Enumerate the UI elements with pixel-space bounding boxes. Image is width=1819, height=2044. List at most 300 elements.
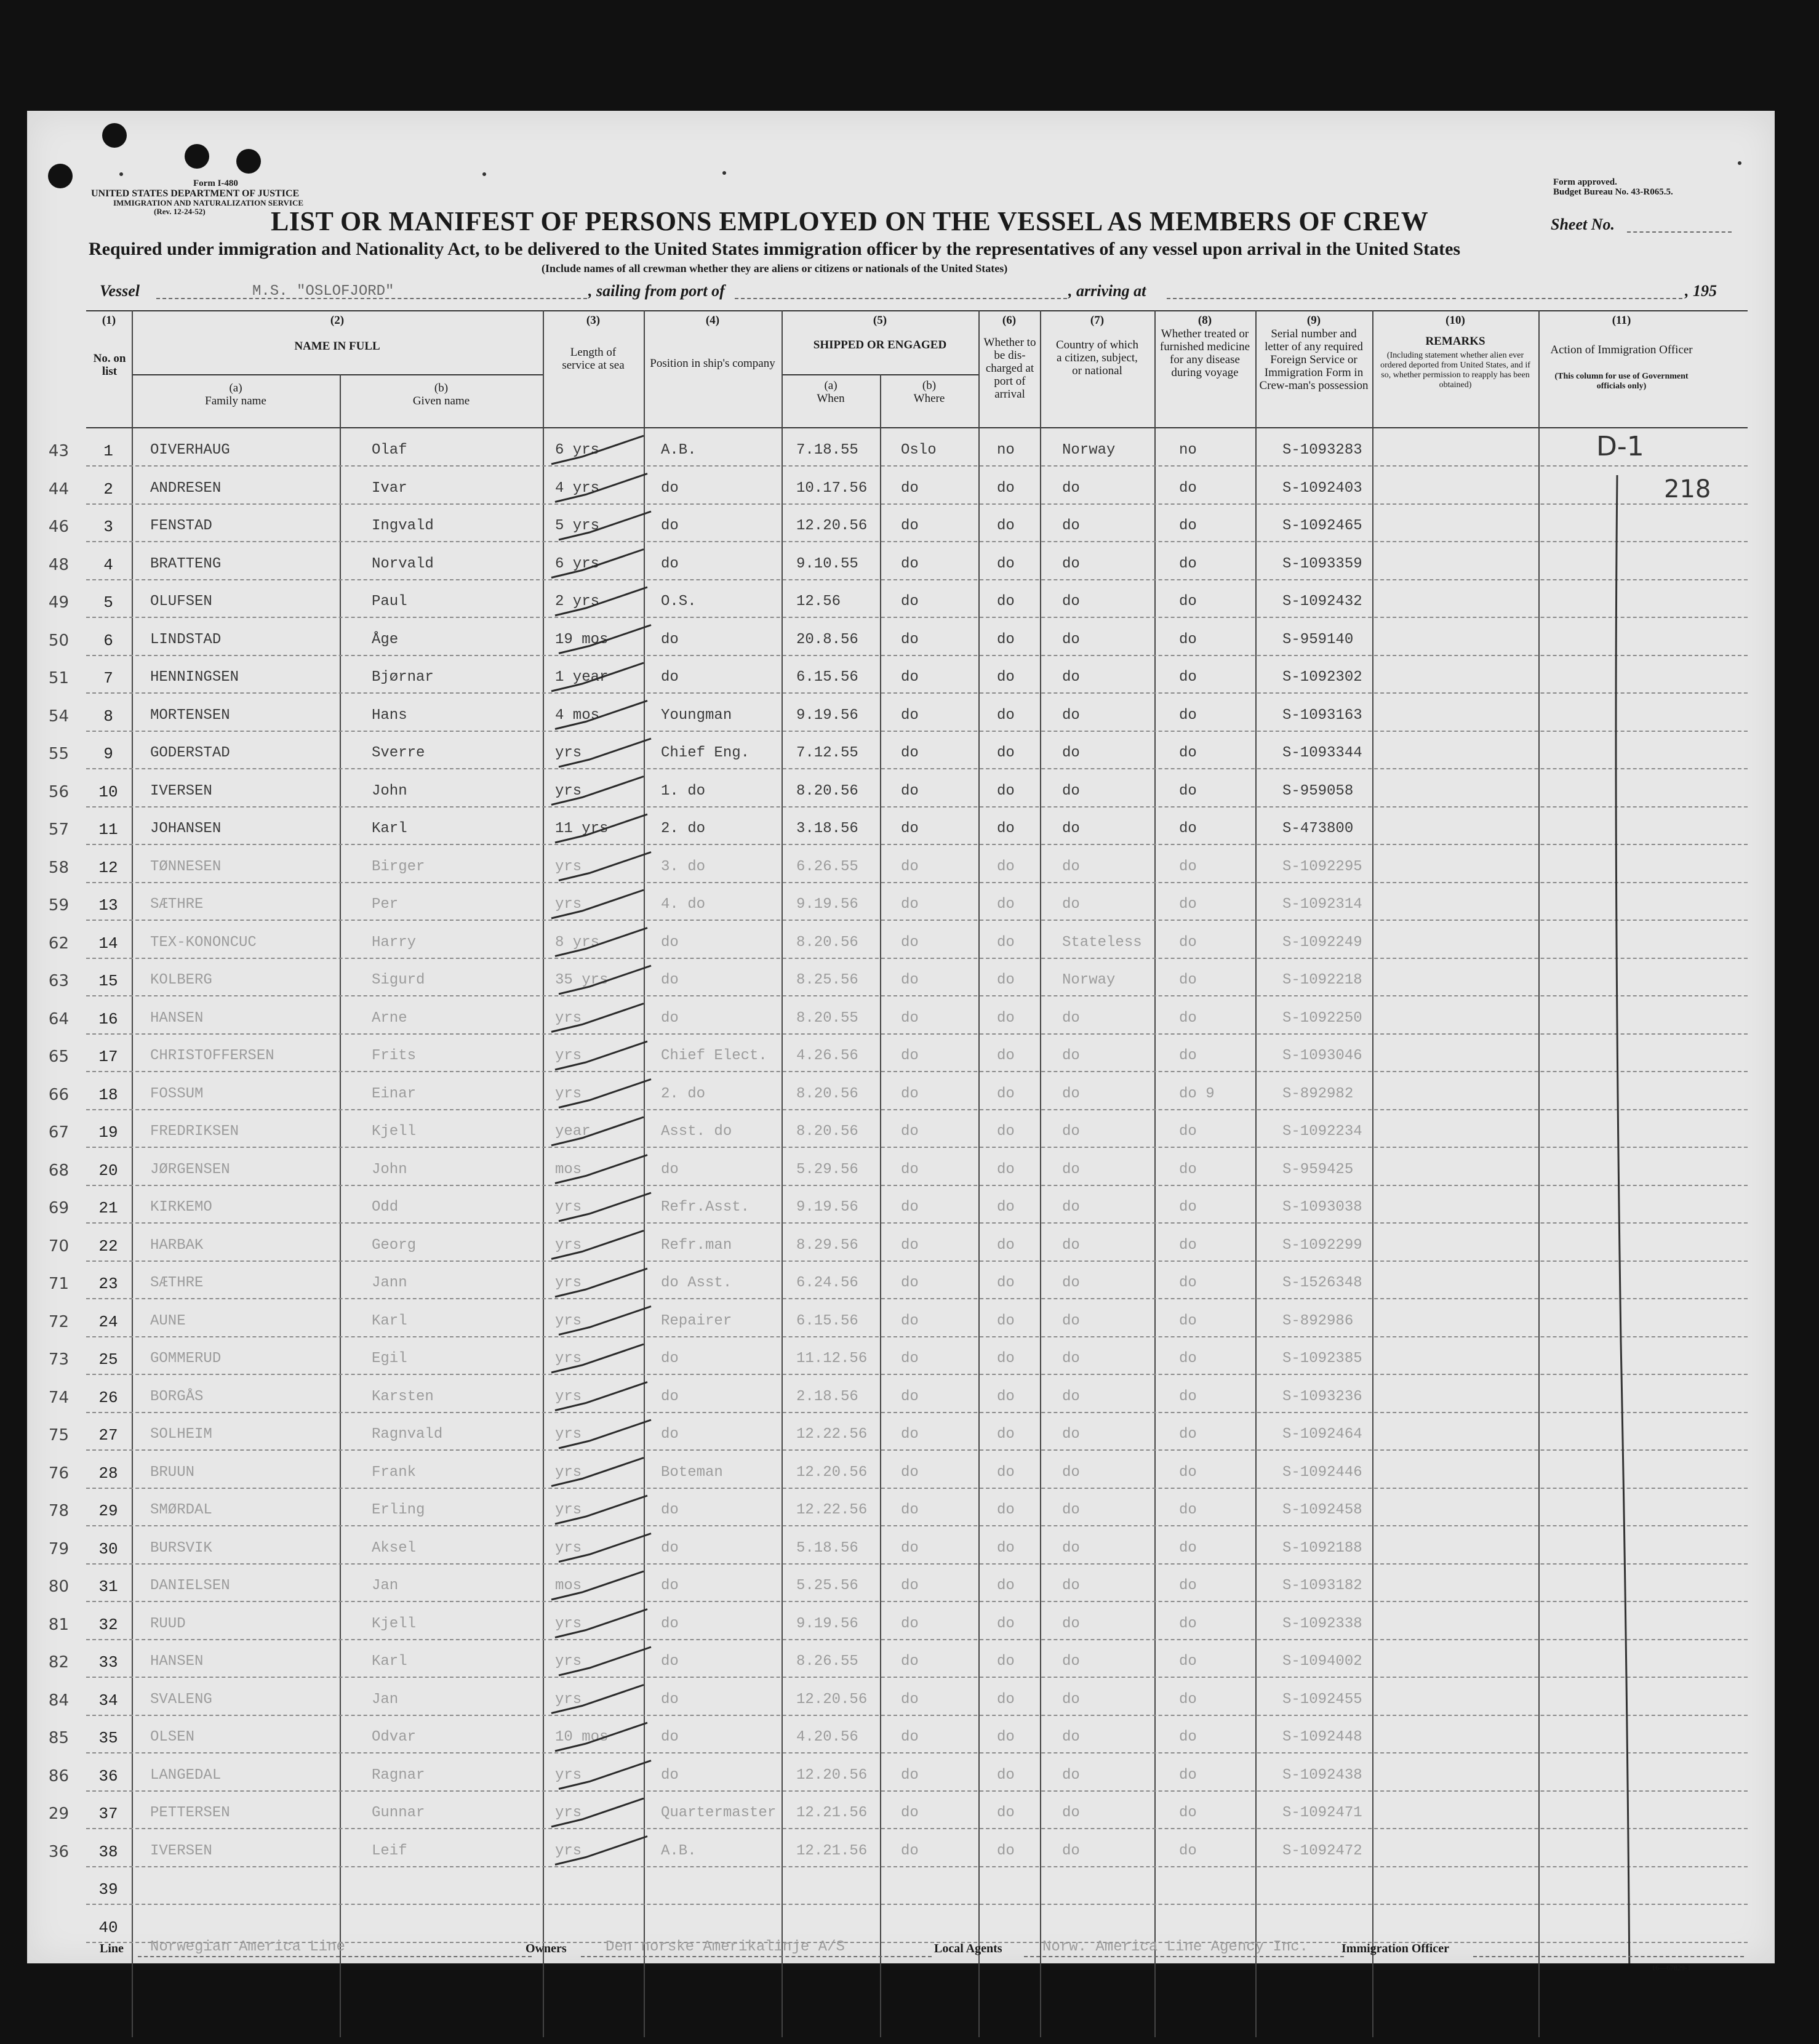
cell-ser: S-1092432 xyxy=(1282,593,1362,610)
tick-mark xyxy=(555,1155,647,1184)
row-number: 15 xyxy=(98,972,118,990)
cell-giv: Frank xyxy=(372,1464,417,1481)
handwritten-list-number: 68 xyxy=(48,1161,69,1180)
cell-dis: do xyxy=(997,1766,1015,1784)
cell-fam: JØRGENSEN xyxy=(150,1161,230,1178)
handwritten-list-number: 57 xyxy=(48,820,69,839)
row-number: 14 xyxy=(98,934,118,953)
tick-mark xyxy=(555,587,647,615)
cell-med: do xyxy=(1179,1766,1197,1784)
row-number: 25 xyxy=(98,1350,118,1369)
cell-when: 3.18.56 xyxy=(796,820,858,837)
cell-dis: do xyxy=(997,1653,1015,1670)
cell-med: do xyxy=(1179,896,1197,913)
row-number: 8 xyxy=(103,707,113,726)
cell-ctry: do xyxy=(1062,1048,1080,1064)
cell-when: 20.8.56 xyxy=(796,631,858,648)
cell-where: do xyxy=(901,669,919,686)
handwritten-list-number: 50 xyxy=(48,631,69,650)
cell-giv: Karl xyxy=(372,1653,407,1670)
col3-number: (3) xyxy=(586,314,601,327)
cell-fam: KOLBERG xyxy=(150,972,212,988)
cell-fam: JOHANSEN xyxy=(150,820,222,837)
department-name: UNITED STATES DEPARTMENT OF JUSTICE xyxy=(91,188,300,199)
cell-when: 8.20.55 xyxy=(796,1009,858,1027)
cell-giv: Karsten xyxy=(372,1388,434,1405)
row-number: 18 xyxy=(98,1085,118,1104)
cell-len: yrs xyxy=(555,1085,582,1102)
cell-pos: Repairer xyxy=(661,1312,732,1329)
officer-label: Immigration Officer xyxy=(1341,1942,1449,1955)
cell-where: do xyxy=(901,1615,919,1632)
cell-ser: S-1092446 xyxy=(1282,1464,1362,1481)
cell-fam: HANSEN xyxy=(150,1653,204,1670)
tick-mark xyxy=(555,814,647,843)
cell-ser: S-1092314 xyxy=(1282,896,1362,913)
cell-ctry: do xyxy=(1062,1691,1080,1708)
cell-dis: do xyxy=(997,1539,1015,1557)
handwritten-list-number: 58 xyxy=(48,858,69,877)
row-number: 3 xyxy=(103,518,113,536)
cell-pos: do xyxy=(661,972,679,988)
handwritten-list-number: 29 xyxy=(48,1805,69,1823)
cell-pos: do xyxy=(661,1161,679,1178)
cell-fam: HANSEN xyxy=(150,1009,204,1027)
cell-med: do xyxy=(1179,1615,1197,1632)
cell-ser: S-1092234 xyxy=(1282,1123,1362,1140)
cell-when: 12.56 xyxy=(796,593,841,610)
cell-len: yrs xyxy=(555,1502,582,1518)
cell-pos: do xyxy=(661,1388,679,1405)
cell-ser: S-1093182 xyxy=(1282,1577,1362,1594)
cell-giv: Karl xyxy=(372,820,407,837)
cell-fam: BURSVIK xyxy=(150,1539,212,1557)
handwritten-list-number: 55 xyxy=(48,745,69,763)
cell-len: 4 mos xyxy=(555,707,600,724)
cell-dis: do xyxy=(997,1842,1015,1859)
cell-giv: Jan xyxy=(372,1691,399,1708)
cell-ser: S-1092249 xyxy=(1282,934,1362,951)
cell-ctry: do xyxy=(1062,479,1080,497)
cell-fam: FENSTAD xyxy=(150,518,212,534)
cell-ctry: do xyxy=(1062,820,1080,837)
cell-pos: Youngman xyxy=(661,707,732,724)
tick-mark xyxy=(555,1609,647,1638)
tick-mark xyxy=(555,1382,647,1411)
row-number: 16 xyxy=(98,1009,118,1028)
cell-dis: do xyxy=(997,972,1015,988)
row-number: 39 xyxy=(98,1880,118,1899)
row-number: 28 xyxy=(98,1464,118,1483)
cell-giv: Paul xyxy=(372,593,407,610)
col10-number: (10) xyxy=(1445,314,1465,327)
cell-dis: do xyxy=(997,1009,1015,1027)
cell-fam: BRUUN xyxy=(150,1464,195,1481)
cell-len: yrs xyxy=(555,1350,582,1367)
cell-ser: S-1093344 xyxy=(1282,745,1362,761)
cell-dis: do xyxy=(997,1199,1015,1216)
cell-ctry: do xyxy=(1062,593,1080,610)
cell-ser: S-1092188 xyxy=(1282,1539,1362,1557)
cell-giv: Odvar xyxy=(372,1729,417,1745)
cell-ser: S-892982 xyxy=(1282,1085,1354,1102)
cell-len: yrs xyxy=(555,1312,582,1329)
handwritten-list-number: 65 xyxy=(48,1048,69,1066)
cell-fam: HARBAK xyxy=(150,1236,204,1254)
col6-number: (6) xyxy=(1002,314,1017,327)
cell-fam: FREDRIKSEN xyxy=(150,1123,239,1140)
col4-number: (4) xyxy=(705,314,720,327)
cell-pos: do xyxy=(661,479,679,497)
cell-fam: DANIELSEN xyxy=(150,1577,230,1594)
cell-dis: do xyxy=(997,1350,1015,1367)
cell-len: yrs xyxy=(555,1048,582,1064)
cell-ser: S-1092465 xyxy=(1282,518,1362,534)
cell-fam: SMØRDAL xyxy=(150,1502,212,1518)
cell-pos: A.B. xyxy=(661,1842,697,1859)
cell-len: yrs xyxy=(555,1009,582,1027)
cell-where: do xyxy=(901,518,919,534)
cell-when: 8.20.56 xyxy=(796,1123,858,1140)
cell-dis: do xyxy=(997,1123,1015,1140)
cell-ser: S-1092299 xyxy=(1282,1236,1362,1254)
cell-where: do xyxy=(901,782,919,800)
cell-giv: John xyxy=(372,1161,407,1178)
cell-pos: do xyxy=(661,1615,679,1632)
tick-mark xyxy=(551,1571,644,1600)
cell-pos: do xyxy=(661,1729,679,1745)
tick-mark xyxy=(551,1344,644,1373)
tick-mark xyxy=(559,739,651,767)
agents-label: Local Agents xyxy=(934,1942,1002,1955)
cell-ctry: do xyxy=(1062,1199,1080,1216)
cell-when: 9.10.55 xyxy=(796,555,858,572)
cell-giv: Norvald xyxy=(372,555,434,572)
cell-len: 11 yrs xyxy=(555,820,609,837)
cell-where: do xyxy=(901,707,919,724)
cell-when: 7.12.55 xyxy=(796,745,858,761)
row-number: 37 xyxy=(98,1805,118,1823)
cell-pos: do xyxy=(661,631,679,648)
cell-fam: TEX-KONONCUC xyxy=(150,934,257,951)
cell-dis: do xyxy=(997,1312,1015,1329)
cell-ctry: Norway xyxy=(1062,442,1116,459)
cell-giv: Gunnar xyxy=(372,1805,425,1821)
col1-number: (1) xyxy=(102,314,116,327)
cell-med: do xyxy=(1179,1009,1197,1027)
cell-ctry: do xyxy=(1062,1275,1080,1291)
cell-when: 9.19.56 xyxy=(796,896,858,913)
cell-giv: Karl xyxy=(372,1312,407,1329)
cell-len: yrs xyxy=(555,1766,582,1784)
cell-ctry: do xyxy=(1062,669,1080,686)
handwritten-list-number: 80 xyxy=(48,1577,69,1596)
cell-ctry: Norway xyxy=(1062,972,1116,988)
tick-mark xyxy=(559,852,651,881)
cell-fam: BORGÅS xyxy=(150,1388,204,1405)
cell-when: 2.18.56 xyxy=(796,1388,858,1405)
tick-mark xyxy=(551,1117,644,1145)
row-number: 17 xyxy=(98,1048,118,1066)
row-number: 12 xyxy=(98,858,118,877)
cell-where: do xyxy=(901,479,919,497)
col8-number: (8) xyxy=(1197,314,1212,327)
cell-ctry: do xyxy=(1062,1426,1080,1443)
row-number: 9 xyxy=(103,745,113,763)
row-number: 29 xyxy=(98,1502,118,1520)
cell-len: yrs xyxy=(555,1426,582,1443)
cell-giv: Ivar xyxy=(372,479,407,497)
service-name: IMMIGRATION AND NATURALIZATION SERVICE xyxy=(113,198,304,207)
form-revision: (Rev. 12-24-52) xyxy=(154,207,206,216)
cell-pos: do xyxy=(661,1426,679,1443)
cell-ctry: do xyxy=(1062,1464,1080,1481)
agents-value: Norw. America Line Agency Inc. xyxy=(1042,1939,1309,1955)
cell-ctry: do xyxy=(1062,1539,1080,1557)
tick-mark xyxy=(551,1798,644,1827)
cell-med: do xyxy=(1179,782,1197,800)
cell-med: do xyxy=(1179,1236,1197,1254)
cell-len: 1 year xyxy=(555,669,609,686)
cell-len: yrs xyxy=(555,858,582,875)
cell-ctry: do xyxy=(1062,1350,1080,1367)
instruction-note: (Include names of all crewman whether they are aliens or citizens or nationals of the United States) xyxy=(542,262,1008,275)
cell-fam: LINDSTAD xyxy=(150,631,222,648)
cell-ser: S-473800 xyxy=(1282,820,1354,837)
cell-ser: S-1092302 xyxy=(1282,669,1362,686)
form-approval: Form approved. xyxy=(1553,177,1617,187)
cell-giv: Bjørnar xyxy=(372,669,434,686)
cell-giv: Ragnvald xyxy=(372,1426,443,1443)
handwritten-list-number: 66 xyxy=(48,1085,69,1104)
cell-where: do xyxy=(901,934,919,951)
cell-len: yrs xyxy=(555,896,582,913)
cell-fam: IVERSEN xyxy=(150,1842,212,1859)
officer-count: 218 xyxy=(1664,475,1711,503)
cell-where: do xyxy=(901,593,919,610)
form-number: Form I-480 xyxy=(193,178,238,188)
row-number: 7 xyxy=(103,669,113,687)
cell-med: do xyxy=(1179,479,1197,497)
cell-when: 12.22.56 xyxy=(796,1426,868,1443)
cell-fam: SOLHEIM xyxy=(150,1426,212,1443)
col7-header: Country of which a citizen, subject, or national xyxy=(1055,339,1139,377)
row-number: 27 xyxy=(98,1426,118,1445)
cell-giv: Odd xyxy=(372,1199,399,1216)
cell-len: yrs xyxy=(555,1653,582,1670)
cell-fam: SÆTHRE xyxy=(150,1275,204,1291)
line-rule xyxy=(138,1956,532,1957)
cell-ctry: do xyxy=(1062,1653,1080,1670)
cell-pos: Chief Eng. xyxy=(661,745,750,761)
cell-med: do xyxy=(1179,707,1197,724)
cell-dis: do xyxy=(997,1464,1015,1481)
cell-ctry: do xyxy=(1062,1312,1080,1329)
cell-giv: Sigurd xyxy=(372,972,425,988)
cell-len: yrs xyxy=(555,1615,582,1632)
cell-giv: Egil xyxy=(372,1350,407,1367)
row-number: 34 xyxy=(98,1691,118,1710)
row-number: 4 xyxy=(103,555,113,574)
cell-giv: Arne xyxy=(372,1009,407,1027)
tick-mark xyxy=(551,777,644,805)
cell-when: 6.15.56 xyxy=(796,1312,858,1329)
handwritten-list-number: 79 xyxy=(48,1539,69,1558)
cell-dis: do xyxy=(997,479,1015,497)
tick-mark xyxy=(559,625,651,654)
cell-med: do xyxy=(1179,1842,1197,1859)
cell-pos: do xyxy=(661,1766,679,1784)
cell-ser: S-1093163 xyxy=(1282,707,1362,724)
cell-med: do xyxy=(1179,1388,1197,1405)
cell-dis: do xyxy=(997,1426,1015,1443)
cell-when: 12.22.56 xyxy=(796,1502,868,1518)
cell-fam: OLSEN xyxy=(150,1729,195,1745)
handwritten-list-number: 69 xyxy=(48,1199,69,1217)
cell-where: do xyxy=(901,1653,919,1670)
row-number: 5 xyxy=(103,593,113,612)
cell-med: do xyxy=(1179,1161,1197,1178)
service-tick-marks xyxy=(551,436,651,1865)
col5-number: (5) xyxy=(873,314,887,327)
cell-giv: Per xyxy=(372,896,399,913)
row-number: 20 xyxy=(98,1161,118,1180)
col1-header: No. on list xyxy=(93,352,126,378)
cell-giv: Frits xyxy=(372,1048,417,1064)
cell-ctry: do xyxy=(1062,1766,1080,1784)
vessel-label: Vessel xyxy=(100,282,140,300)
handwritten-list-number: 43 xyxy=(48,442,69,460)
cell-when: 8.20.56 xyxy=(796,934,858,951)
cell-giv: Leif xyxy=(372,1842,407,1859)
cell-where: do xyxy=(901,1539,919,1557)
handwritten-list-number: 64 xyxy=(48,1009,69,1028)
cell-where: do xyxy=(901,1729,919,1745)
row-number: 23 xyxy=(98,1275,118,1293)
cell-pos: do xyxy=(661,555,679,572)
cell-when: 6.24.56 xyxy=(796,1275,858,1291)
cell-pos: do xyxy=(661,1350,679,1367)
tick-mark xyxy=(559,1080,651,1108)
cell-when: 12.20.56 xyxy=(796,1766,868,1784)
cell-where: do xyxy=(901,1766,919,1784)
cell-med: do xyxy=(1179,934,1197,951)
row-number: 36 xyxy=(98,1766,118,1785)
cell-med: do xyxy=(1179,1350,1197,1367)
col10-subheader: (Including statement whether alien ever ordered deported from United States, and if so, whether permission to reapply has been obtained) xyxy=(1380,351,1530,390)
cell-med: no xyxy=(1179,442,1197,459)
cell-med: do xyxy=(1179,1123,1197,1140)
handwritten-list-number: 70 xyxy=(48,1236,69,1256)
cell-fam: CHRISTOFFERSEN xyxy=(150,1048,274,1064)
cell-med: do xyxy=(1179,1729,1197,1745)
tick-mark xyxy=(559,1761,651,1789)
cell-giv: Olaf xyxy=(372,442,407,459)
cell-med: do xyxy=(1179,858,1197,875)
col11-subheader: (This column for use of Government officials only) xyxy=(1554,372,1689,391)
cell-dis: do xyxy=(997,1502,1015,1518)
handwritten-list-number: 48 xyxy=(48,555,69,574)
cell-giv: Sverre xyxy=(372,745,425,761)
cell-med: do xyxy=(1179,1048,1197,1064)
cell-where: do xyxy=(901,1161,919,1178)
handwritten-list-number: 73 xyxy=(48,1350,69,1369)
cell-when: 8.20.56 xyxy=(796,782,858,800)
cell-dis: do xyxy=(997,1161,1015,1178)
cell-ctry: do xyxy=(1062,555,1080,572)
tick-mark xyxy=(559,511,651,540)
cell-dis: do xyxy=(997,782,1015,800)
cell-giv: Jan xyxy=(372,1577,399,1594)
col5b-header: (b) Where xyxy=(913,379,945,405)
cell-ctry: do xyxy=(1062,858,1080,875)
row-number: 31 xyxy=(98,1577,118,1596)
cell-dis: do xyxy=(997,1085,1015,1102)
cell-where: do xyxy=(901,631,919,648)
cell-ser: S-1093283 xyxy=(1282,442,1362,459)
cell-when: 9.19.56 xyxy=(796,707,858,724)
cell-med: do xyxy=(1179,1653,1197,1670)
cell-med: do xyxy=(1179,1464,1197,1481)
cell-pos: do xyxy=(661,1577,679,1594)
cell-len: yrs xyxy=(555,1236,582,1254)
cell-dis: do xyxy=(997,1236,1015,1254)
agents-rule xyxy=(1024,1956,1344,1957)
cell-ser: S-1092338 xyxy=(1282,1615,1362,1632)
cell-ctry: do xyxy=(1062,1729,1080,1745)
cell-dis: do xyxy=(997,820,1015,837)
cell-ser: S-959058 xyxy=(1282,782,1354,800)
cell-fam: RUUD xyxy=(150,1615,186,1632)
handwritten-list-number: 62 xyxy=(48,934,69,953)
cell-med: do xyxy=(1179,1691,1197,1708)
row-number: 22 xyxy=(98,1236,118,1256)
owners-rule xyxy=(581,1956,932,1957)
cell-pos: Refr.Asst. xyxy=(661,1199,750,1216)
handwritten-list-number: 84 xyxy=(48,1691,69,1710)
cell-ser: S-1093236 xyxy=(1282,1388,1362,1405)
cell-pos: 2. do xyxy=(661,820,706,837)
vessel-value: M.S. "OSLOFJORD" xyxy=(252,283,394,300)
cell-fam: AUNE xyxy=(150,1312,186,1329)
cell-len: mos xyxy=(555,1161,582,1178)
cell-len: 6 yrs xyxy=(555,555,600,572)
cell-pos: 4. do xyxy=(661,896,706,913)
line-label: Line xyxy=(100,1942,124,1955)
col8-header: Whether treated or furnished medicine for any disease during voyage xyxy=(1159,327,1250,379)
cell-ser: S-1093359 xyxy=(1282,555,1362,572)
cell-med: do xyxy=(1179,631,1197,648)
line-value: Norwegian America Line xyxy=(150,1939,345,1955)
cell-len: 8 yrs xyxy=(555,934,600,951)
cell-ctry: do xyxy=(1062,1805,1080,1821)
cell-where: do xyxy=(901,1199,919,1216)
cell-dis: do xyxy=(997,593,1015,610)
cell-ctry: do xyxy=(1062,1236,1080,1254)
cell-where: do xyxy=(901,1048,919,1064)
cell-ctry: do xyxy=(1062,1009,1080,1027)
cell-len: yrs xyxy=(555,1539,582,1557)
cell-ser: S-1092455 xyxy=(1282,1691,1362,1708)
cell-when: 5.25.56 xyxy=(796,1577,858,1594)
cell-fam: TØNNESEN xyxy=(150,858,222,875)
handwritten-list-number: 44 xyxy=(48,479,69,499)
cell-pos: A.B. xyxy=(661,442,697,459)
tick-mark xyxy=(551,436,644,464)
cell-where: Oslo xyxy=(901,442,937,459)
cell-where: do xyxy=(901,555,919,572)
cell-len: yrs xyxy=(555,1275,582,1291)
